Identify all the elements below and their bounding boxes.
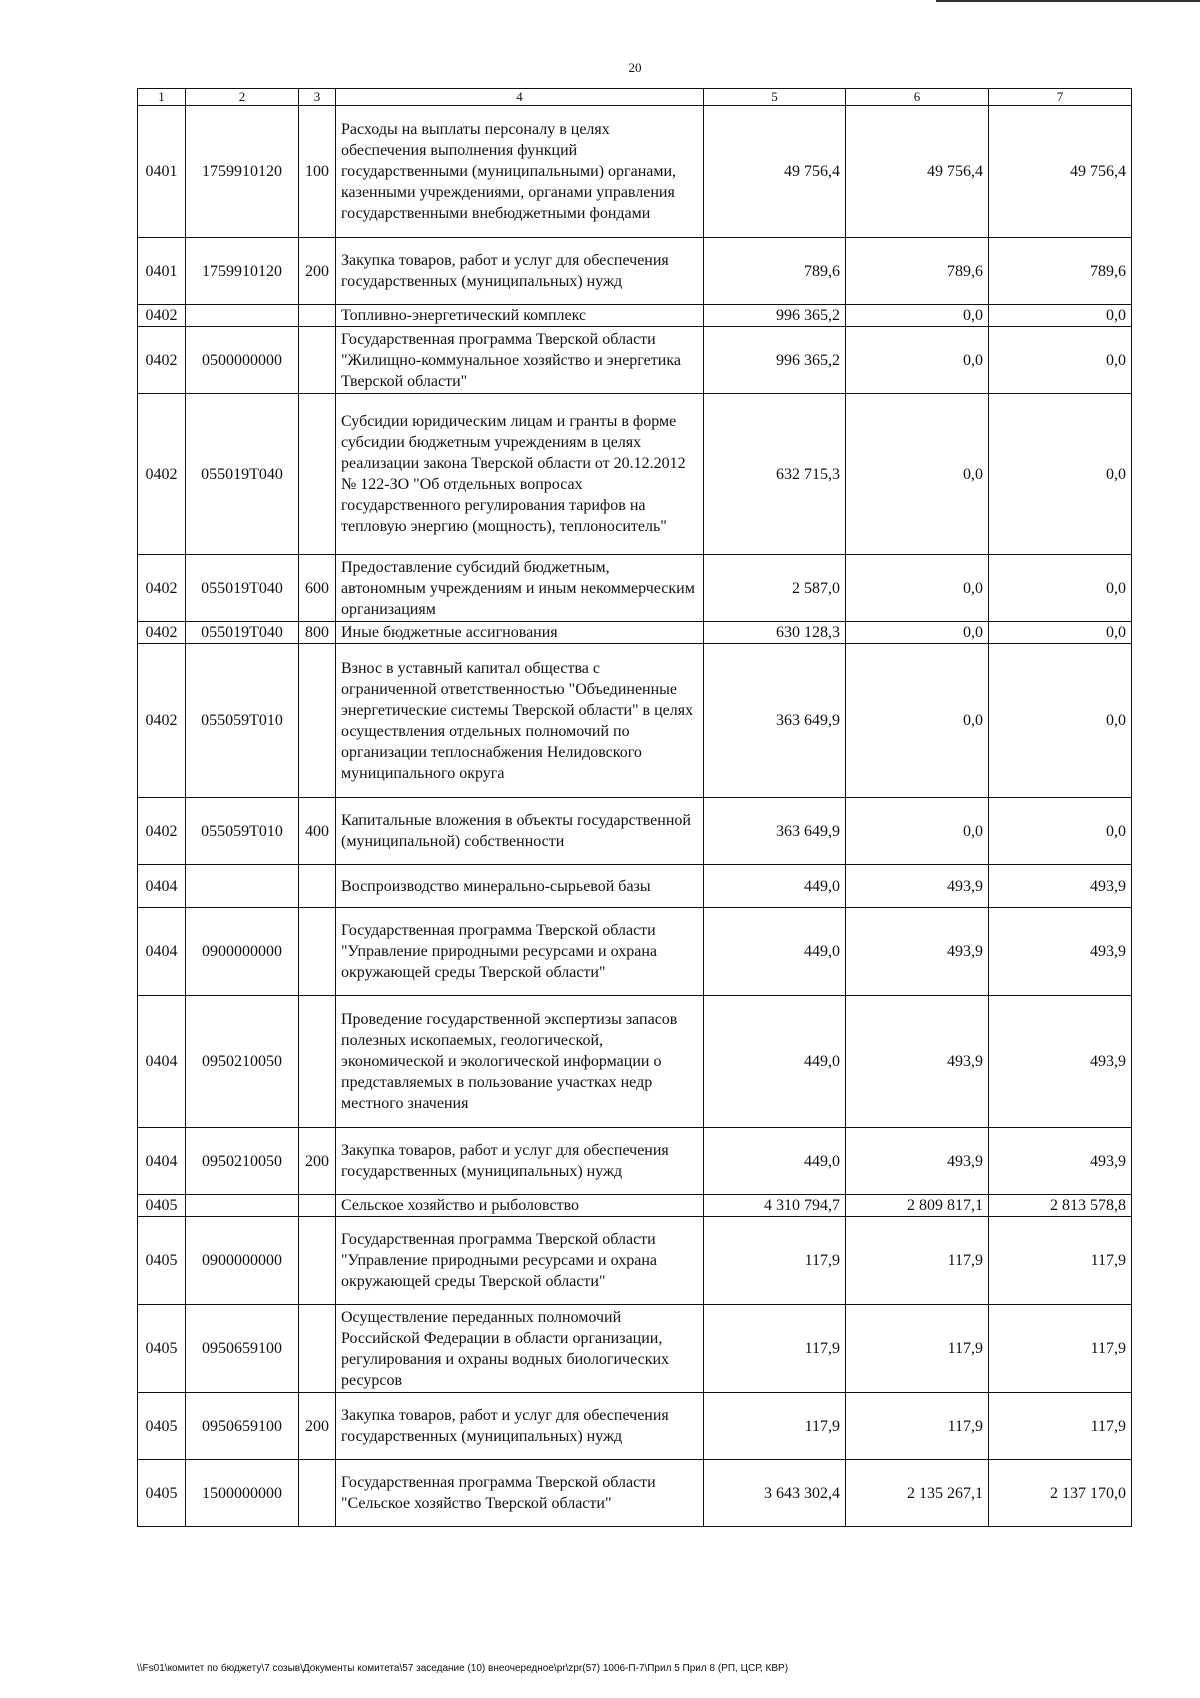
target-article-code: 055019Т040	[186, 555, 299, 622]
table-row	[138, 908, 1132, 996]
amount-col5: 789,6	[704, 238, 846, 305]
table-row	[138, 644, 1132, 798]
item-name: Субсидии юридическим лицам и гранты в форме субсидии бюджетным учреждениям в целях реализации закона Тверской области от 20.12.2012 № 122-ЗО "Об отдельных вопросах государственного регулирования тарифов на тепловую энергию (мощность), теплоноситель"	[336, 394, 704, 555]
table-row	[138, 798, 1132, 865]
column-header: 5	[704, 89, 846, 106]
target-article-code	[186, 305, 299, 327]
target-article-code: 1500000000	[186, 1460, 299, 1527]
amount-col5: 117,9	[704, 1305, 846, 1393]
amount-col5: 630 128,3	[704, 622, 846, 644]
expense-type-code: 200	[299, 1128, 336, 1195]
section-code: 0404	[138, 865, 186, 908]
expense-type-code: 800	[299, 622, 336, 644]
section-code: 0402	[138, 327, 186, 394]
section-code: 0402	[138, 394, 186, 555]
target-article-code: 055019Т040	[186, 622, 299, 644]
expense-type-code	[299, 305, 336, 327]
amount-col6: 2 809 817,1	[846, 1195, 989, 1217]
amount-col5: 2 587,0	[704, 555, 846, 622]
section-code: 0402	[138, 555, 186, 622]
section-code: 0401	[138, 106, 186, 238]
expense-type-code	[299, 1217, 336, 1305]
section-code: 0405	[138, 1393, 186, 1460]
amount-col6: 0,0	[846, 305, 989, 327]
item-name: Закупка товаров, работ и услуг для обеспечения государственных (муниципальных) нужд	[336, 1393, 704, 1460]
expense-type-code: 400	[299, 798, 336, 865]
expense-type-code: 200	[299, 1393, 336, 1460]
section-code: 0404	[138, 908, 186, 996]
amount-col5: 449,0	[704, 908, 846, 996]
amount-col7: 117,9	[989, 1393, 1132, 1460]
amount-col7: 493,9	[989, 1128, 1132, 1195]
amount-col5: 117,9	[704, 1217, 846, 1305]
column-header: 7	[989, 89, 1132, 106]
amount-col6: 0,0	[846, 394, 989, 555]
item-name: Закупка товаров, работ и услуг для обеспечения государственных (муниципальных) нужд	[336, 238, 704, 305]
section-code: 0402	[138, 622, 186, 644]
column-header: 6	[846, 89, 989, 106]
table-row	[138, 1217, 1132, 1305]
amount-col6: 0,0	[846, 798, 989, 865]
page-number: 20	[628, 60, 642, 75]
amount-col7: 0,0	[989, 644, 1132, 798]
expense-type-code	[299, 908, 336, 996]
amount-col7: 117,9	[989, 1217, 1132, 1305]
section-code: 0405	[138, 1195, 186, 1217]
target-article-code: 0500000000	[186, 327, 299, 394]
table-row	[138, 996, 1132, 1128]
target-article-code: 055059Т010	[186, 798, 299, 865]
item-name: Воспроизводство минерально-сырьевой базы	[336, 865, 704, 908]
item-name: Государственная программа Тверской области "Сельское хозяйство Тверской области"	[336, 1460, 704, 1527]
amount-col6: 49 756,4	[846, 106, 989, 238]
item-name: Проведение государственной экспертизы запасов полезных ископаемых, геологической, экономической и экологической информации о представляемых в пользование участках недр местного значения	[336, 996, 704, 1128]
section-code: 0405	[138, 1460, 186, 1527]
amount-col5: 449,0	[704, 865, 846, 908]
expense-type-code	[299, 1460, 336, 1527]
item-name: Топливно-энергетический комплекс	[336, 305, 704, 327]
expense-type-code	[299, 327, 336, 394]
item-name: Государственная программа Тверской области "Управление природными ресурсами и охрана окружающей среды Тверской области"	[336, 1217, 704, 1305]
target-article-code	[186, 865, 299, 908]
amount-col7: 0,0	[989, 305, 1132, 327]
section-code: 0404	[138, 996, 186, 1128]
target-article-code: 0900000000	[186, 908, 299, 996]
amount-col7: 0,0	[989, 394, 1132, 555]
expense-type-code	[299, 865, 336, 908]
target-article-code: 0900000000	[186, 1217, 299, 1305]
amount-col7: 789,6	[989, 238, 1132, 305]
amount-col5: 449,0	[704, 1128, 846, 1195]
expense-type-code: 600	[299, 555, 336, 622]
expense-type-code	[299, 1305, 336, 1393]
amount-col7: 0,0	[989, 622, 1132, 644]
section-code: 0401	[138, 238, 186, 305]
target-article-code	[186, 1195, 299, 1217]
section-code: 0404	[138, 1128, 186, 1195]
scan-edge-line	[936, 0, 1200, 2]
column-header: 3	[299, 89, 336, 106]
amount-col6: 117,9	[846, 1393, 989, 1460]
amount-col5: 49 756,4	[704, 106, 846, 238]
amount-col6: 2 135 267,1	[846, 1460, 989, 1527]
expense-type-code	[299, 394, 336, 555]
amount-col7: 0,0	[989, 555, 1132, 622]
section-code: 0405	[138, 1305, 186, 1393]
target-article-code: 1759910120	[186, 238, 299, 305]
column-number-row	[138, 89, 1132, 106]
amount-col5: 363 649,9	[704, 798, 846, 865]
section-code: 0405	[138, 1217, 186, 1305]
item-name: Предоставление субсидий бюджетным, автономным учреждениям и иным некоммерческим организациям	[336, 555, 704, 622]
table-row	[138, 1393, 1132, 1460]
target-article-code: 055059Т010	[186, 644, 299, 798]
amount-col7: 0,0	[989, 327, 1132, 394]
table-row	[138, 106, 1132, 238]
file-path-footer: \\Fs01\комитет по бюджету\7 созыв\Документы комитета\57 заседание (10) внеочередное\pr\zpr(57) 1006-П-7\Прил 5 Прил 8 (РП, ЦСР, КВР)	[137, 1663, 789, 1674]
amount-col6: 117,9	[846, 1217, 989, 1305]
amount-col7: 2 813 578,8	[989, 1195, 1132, 1217]
amount-col5: 632 715,3	[704, 394, 846, 555]
table-row	[138, 1460, 1132, 1527]
amount-col6: 493,9	[846, 1128, 989, 1195]
amount-col6: 493,9	[846, 908, 989, 996]
amount-col5: 363 649,9	[704, 644, 846, 798]
expense-type-code	[299, 1195, 336, 1217]
expense-type-code	[299, 996, 336, 1128]
amount-col6: 789,6	[846, 238, 989, 305]
table-row	[138, 327, 1132, 394]
amount-col6: 0,0	[846, 327, 989, 394]
target-article-code: 0950659100	[186, 1393, 299, 1460]
target-article-code: 0950659100	[186, 1305, 299, 1393]
amount-col6: 0,0	[846, 622, 989, 644]
amount-col5: 996 365,2	[704, 305, 846, 327]
amount-col7: 2 137 170,0	[989, 1460, 1132, 1527]
amount-col7: 49 756,4	[989, 106, 1132, 238]
amount-col5: 3 643 302,4	[704, 1460, 846, 1527]
table-row	[138, 622, 1132, 644]
amount-col5: 117,9	[704, 1393, 846, 1460]
target-article-code: 1759910120	[186, 106, 299, 238]
item-name: Осуществление переданных полномочий Российской Федерации в области организации, регулирования и охраны водных биологических ресурсов	[336, 1305, 704, 1393]
item-name: Государственная программа Тверской области "Жилищно-коммунальное хозяйство и энергетика Тверской области"	[336, 327, 704, 394]
expense-type-code: 200	[299, 238, 336, 305]
item-name: Иные бюджетные ассигнования	[336, 622, 704, 644]
budget-table	[137, 88, 1132, 1527]
item-name: Государственная программа Тверской области "Управление природными ресурсами и охрана окружающей среды Тверской области"	[336, 908, 704, 996]
amount-col7: 117,9	[989, 1305, 1132, 1393]
table-row	[138, 1305, 1132, 1393]
item-name: Закупка товаров, работ и услуг для обеспечения государственных (муниципальных) нужд	[336, 1128, 704, 1195]
amount-col5: 996 365,2	[704, 327, 846, 394]
amount-col7: 493,9	[989, 908, 1132, 996]
column-header: 4	[336, 89, 704, 106]
table-row	[138, 238, 1132, 305]
amount-col7: 0,0	[989, 798, 1132, 865]
section-code: 0402	[138, 798, 186, 865]
section-code: 0402	[138, 305, 186, 327]
amount-col7: 493,9	[989, 996, 1132, 1128]
item-name: Сельское хозяйство и рыболовство	[336, 1195, 704, 1217]
item-name: Расходы на выплаты персоналу в целях обеспечения выполнения функций государственными (муниципальными) органами, казенными учреждениями, органами управления государственными внебюджетными фондами	[336, 106, 704, 238]
item-name: Взнос в уставный капитал общества с ограниченной ответственностью "Объединенные энергетические системы Тверской области" в целях осуществления отдельных полномочий по организации теплоснабжения Нелидовского муниципального округа	[336, 644, 704, 798]
amount-col7: 493,9	[989, 865, 1132, 908]
expense-type-code: 100	[299, 106, 336, 238]
table-row	[138, 865, 1132, 908]
amount-col6: 0,0	[846, 644, 989, 798]
table-row	[138, 555, 1132, 622]
amount-col5: 449,0	[704, 996, 846, 1128]
section-code: 0402	[138, 644, 186, 798]
expense-type-code	[299, 644, 336, 798]
target-article-code: 0950210050	[186, 996, 299, 1128]
column-header: 2	[186, 89, 299, 106]
column-header: 1	[138, 89, 186, 106]
table-row	[138, 1128, 1132, 1195]
amount-col6: 493,9	[846, 996, 989, 1128]
amount-col6: 0,0	[846, 555, 989, 622]
amount-col6: 493,9	[846, 865, 989, 908]
target-article-code: 055019Т040	[186, 394, 299, 555]
item-name: Капитальные вложения в объекты государственной (муниципальной) собственности	[336, 798, 704, 865]
table-row	[138, 394, 1132, 555]
target-article-code: 0950210050	[186, 1128, 299, 1195]
table-row	[138, 305, 1132, 327]
table-row	[138, 1195, 1132, 1217]
amount-col5: 4 310 794,7	[704, 1195, 846, 1217]
amount-col6: 117,9	[846, 1305, 989, 1393]
